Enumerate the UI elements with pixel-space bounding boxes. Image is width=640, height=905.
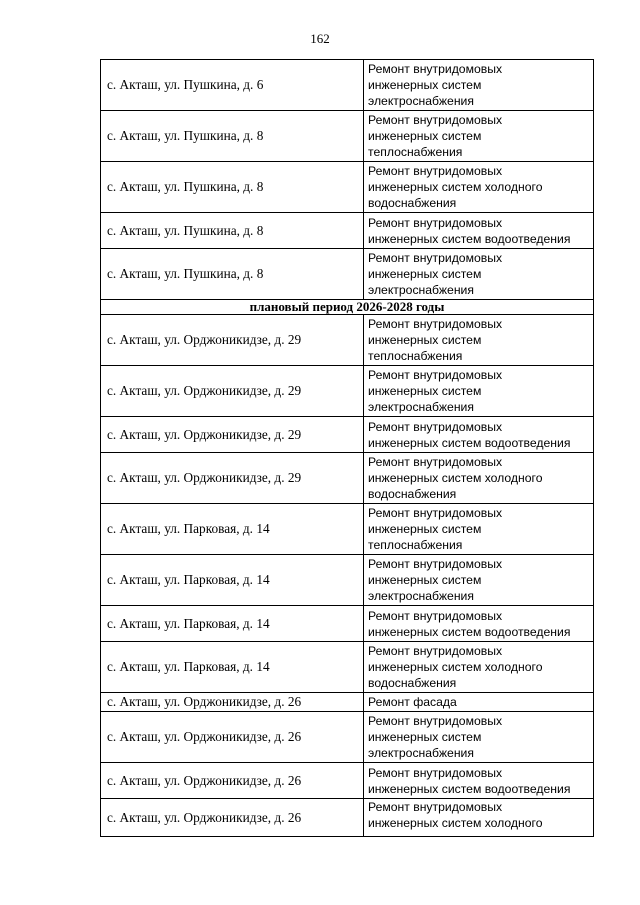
work-line: инженерных систем водоотведения [368, 435, 571, 450]
period-header-row [101, 300, 594, 315]
work-line: инженерных систем холодного [368, 180, 543, 194]
table-row [101, 453, 594, 504]
work-line: инженерных систем [368, 333, 482, 347]
work-line: инженерных систем [368, 267, 482, 281]
work-type-cell [364, 555, 594, 606]
work-line: инженерных систем холодного [368, 471, 543, 485]
work-line: Ремонт внутридомовых [368, 800, 503, 814]
work-line: электроснабжения [368, 746, 474, 760]
address-cell: с. Акташ, ул. Парковая, д. 14 [101, 606, 364, 642]
page-number: 162 [310, 31, 330, 46]
work-line: Ремонт внутридомовых [368, 113, 503, 127]
work-type-cell [364, 111, 594, 162]
work-line: электроснабжения [368, 283, 474, 297]
table-row [101, 504, 594, 555]
work-line: водоснабжения [368, 196, 457, 210]
table-row [101, 162, 594, 213]
address-cell: с. Акташ, ул. Орджоникидзе, д. 26 [101, 693, 364, 712]
work-line: Ремонт внутридомовых [368, 608, 503, 623]
table-row [101, 642, 594, 693]
work-line: инженерных систем [368, 384, 482, 398]
address-cell: с. Акташ, ул. Орджоникидзе, д. 26 [101, 712, 364, 763]
address-cell: с. Акташ, ул. Пушкина, д. 8 [101, 162, 364, 213]
table-row [101, 111, 594, 162]
table-row [101, 712, 594, 763]
address-cell: с. Акташ, ул. Орджоникидзе, д. 29 [101, 315, 364, 366]
work-line: Ремонт внутридомовых [368, 419, 503, 434]
rows-before-period [101, 60, 594, 300]
work-type-cell [364, 642, 594, 693]
work-type-cell [364, 763, 594, 799]
address-cell: с. Акташ, ул. Пушкина, д. 8 [101, 249, 364, 300]
table-row [101, 60, 594, 111]
rows-after-period [101, 315, 594, 837]
work-line: Ремонт внутридомовых [368, 317, 503, 331]
table-row [101, 693, 594, 712]
address-cell: с. Акташ, ул. Пушкина, д. 6 [101, 60, 364, 111]
work-type-cell [364, 162, 594, 213]
work-line: инженерных систем холодного [368, 660, 543, 674]
work-line: инженерных систем [368, 573, 482, 587]
work-type-cell [364, 366, 594, 417]
address-cell: с. Акташ, ул. Орджоникидзе, д. 29 [101, 453, 364, 504]
work-line: Ремонт внутридомовых [368, 164, 503, 178]
address-cell: с. Акташ, ул. Орджоникидзе, д. 29 [101, 366, 364, 417]
work-line: электроснабжения [368, 589, 474, 603]
work-line: Ремонт внутридомовых [368, 506, 503, 520]
work-line: инженерных систем [368, 730, 482, 744]
repair-works-table [100, 59, 594, 837]
work-line: электроснабжения [368, 94, 474, 108]
work-line: Ремонт внутридомовых [368, 62, 503, 76]
work-line: инженерных систем водоотведения [368, 781, 571, 796]
work-line: инженерных систем [368, 522, 482, 536]
work-line: водоснабжения [368, 487, 457, 501]
work-line: Ремонт внутридомовых [368, 557, 503, 571]
work-line: теплоснабжения [368, 349, 463, 363]
work-line: Ремонт внутридомовых [368, 455, 503, 469]
table-row [101, 763, 594, 799]
address-cell: с. Акташ, ул. Пушкина, д. 8 [101, 111, 364, 162]
work-type-cell [364, 799, 594, 837]
work-line: Ремонт внутридомовых [368, 215, 503, 230]
work-type-cell [364, 249, 594, 300]
address-cell: с. Акташ, ул. Орджоникидзе, д. 26 [101, 799, 364, 837]
table-row [101, 213, 594, 249]
table-row [101, 366, 594, 417]
work-type-cell [364, 606, 594, 642]
table-row [101, 315, 594, 366]
address-cell: с. Акташ, ул. Парковая, д. 14 [101, 504, 364, 555]
period-section [101, 300, 594, 315]
work-type-cell [364, 417, 594, 453]
address-cell: с. Акташ, ул. Орджоникидзе, д. 29 [101, 417, 364, 453]
table-row [101, 555, 594, 606]
work-line: электроснабжения [368, 400, 474, 414]
work-type-cell [364, 504, 594, 555]
work-type-cell [364, 315, 594, 366]
table-row [101, 249, 594, 300]
address-cell: с. Акташ, ул. Парковая, д. 14 [101, 555, 364, 606]
work-type-cell [364, 60, 594, 111]
work-line: Ремонт внутридомовых [368, 644, 503, 658]
work-line: Ремонт внутридомовых [368, 251, 503, 265]
work-line: теплоснабжения [368, 538, 463, 552]
work-type-cell [364, 453, 594, 504]
work-line: Ремонт внутридомовых [368, 714, 503, 728]
work-line: инженерных систем [368, 78, 482, 92]
work-type-cell [364, 712, 594, 763]
period-header: плановый период 2026-2028 годы [101, 300, 594, 315]
work-type-cell [364, 693, 594, 712]
table-row [101, 606, 594, 642]
work-line: Ремонт фасада [368, 695, 457, 709]
work-line: инженерных систем [368, 129, 482, 143]
work-line: Ремонт внутридомовых [368, 765, 503, 780]
work-type-cell [364, 213, 594, 249]
address-cell: с. Акташ, ул. Орджоникидзе, д. 26 [101, 763, 364, 799]
table-row [101, 417, 594, 453]
table-row [101, 799, 594, 837]
work-line: водоснабжения [368, 676, 457, 690]
work-line: Ремонт внутридомовых [368, 368, 503, 382]
address-cell: с. Акташ, ул. Парковая, д. 14 [101, 642, 364, 693]
work-line: теплоснабжения [368, 145, 463, 159]
work-line: инженерных систем водоотведения [368, 624, 571, 639]
work-line: инженерных систем холодного [368, 816, 543, 830]
work-line: инженерных систем водоотведения [368, 231, 571, 246]
address-cell: с. Акташ, ул. Пушкина, д. 8 [101, 213, 364, 249]
